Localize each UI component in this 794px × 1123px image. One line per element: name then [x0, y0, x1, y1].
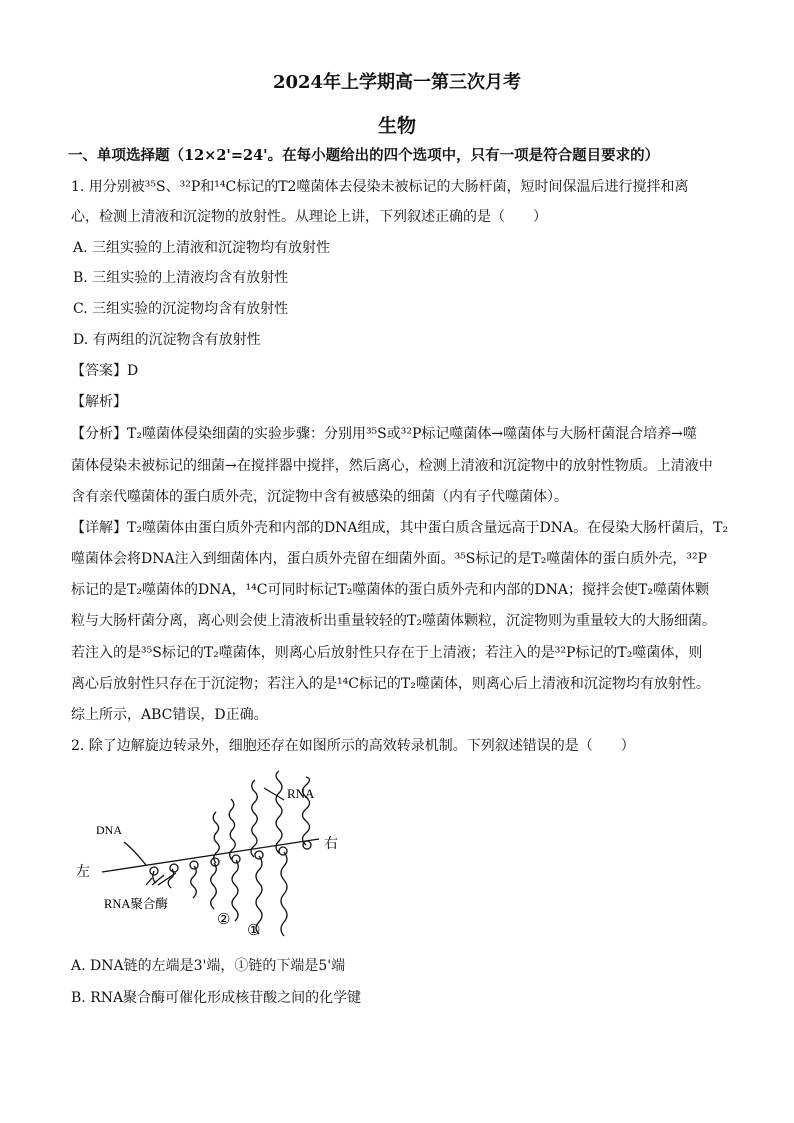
xiangjie-line-4: 粒与大肠杆菌分离，离心则会使上清液析出重量较轻的T₂噬菌体颗粒，沉淀物则为重量较大的大肠细菌。	[71, 613, 716, 629]
option-c: C. 三组实验的沉淀物均含有放射性	[73, 301, 289, 317]
xiangjie-line-6: 离心后放射性只存在于沉淀物；若注入的是¹⁴C标记的T₂噬菌体，则离心后上清液和沉淀物均有放射性。	[71, 676, 710, 692]
fenxi-line-2: 菌体侵染未被标记的细菌→在搅拌器中搅拌，然后离心，检测上清液和沉淀物中的放射性物质。上清液中	[71, 458, 713, 474]
analysis-tag: 【解析】	[71, 394, 127, 410]
question-1-stem: 1. 用分别被³⁵S、³²P和¹⁴C标记的T2噬菌体去侵染未被标记的大肠杆菌，短时间保温后进行搅拌和离	[71, 179, 689, 195]
transcription-diagram	[74, 768, 374, 948]
q2-option-b: B. RNA聚合酶可催化形成核苷酸之间的化学键	[71, 990, 362, 1006]
xiangjie-text: T₂噬菌体由蛋白质外壳和内部的DNA组成，其中蛋白质含量远高于DNA。在侵染大肠杆菌后，T₂	[127, 520, 729, 536]
answer-value: D	[127, 363, 139, 379]
fenxi-line-3: 含有亲代噬菌体的蛋白质外壳，沉淀物中含有被感染的细菌（内有子代噬菌体）。	[71, 489, 568, 505]
figure-label-left: 左	[76, 865, 90, 880]
figure-label-strand-2: ②	[217, 912, 231, 928]
xiangjie-line-3: 标记的是T₂噬菌体的DNA，¹⁴C可同时标记T₂噬菌体的蛋白质外壳和内部的DNA；搅拌会使T₂噬菌体颗	[71, 582, 709, 598]
figure-label-rna: RNA	[287, 786, 315, 801]
option-d: D. 有两组的沉淀物含有放射性	[73, 332, 261, 348]
fenxi-line-1	[71, 424, 697, 444]
figure-label-right: 右	[324, 837, 338, 852]
xiangjie-line-1	[71, 518, 728, 538]
figure-label-dna: DNA	[96, 823, 122, 837]
answer-line	[71, 361, 138, 381]
figure-label-strand-1: ①	[247, 923, 261, 939]
xiangjie-line-7: 综上所示，ABC错误，D正确。	[71, 707, 268, 723]
xiangjie-line-2: 噬菌体会将DNA注入到细菌体内，蛋白质外壳留在细菌外面。³⁵S标记的是T₂噬菌体的蛋白质外壳，³²P	[71, 551, 707, 567]
question-1-stem-cont: 心，检测上清液和沉淀物的放射性。从理论上讲，下列叙述正确的是（ ）	[71, 209, 547, 225]
xiangjie-line-5: 若注入的是³⁵S标记的T₂噬菌体，则离心后放射性只存在于上清液；若注入的是³²P标记的T₂噬菌体，则	[71, 645, 703, 661]
fenxi-text: T₂噬菌体侵染细菌的实验步骤：分别用³⁵S或³²P标记噬菌体→噬菌体与大肠杆菌混合培养→噬	[127, 426, 697, 442]
figure-label-polymerase: RNA聚合酶	[104, 897, 168, 911]
xiangjie-tag: 【详解】	[71, 520, 127, 536]
question-2-stem: 2. 除了边解旋边转录外，细胞还存在如图所示的高效转录机制。下列叙述错误的是（ ）	[71, 738, 635, 754]
option-b: B. 三组实验的上清液均含有放射性	[73, 270, 289, 286]
section-heading: 一、单项选择题（12×2'=24'。在每小题给出的四个选项中，只有一项是符合题目要求的）	[68, 147, 660, 164]
fenxi-tag: 【分析】	[71, 426, 127, 442]
option-a: A. 三组实验的上清液和沉淀物均有放射性	[73, 240, 331, 256]
page-subtitle: 生物	[377, 115, 416, 137]
answer-tag: 【答案】	[71, 363, 127, 379]
q2-option-a: A. DNA链的左端是3'端，①链的下端是5'端	[71, 958, 346, 974]
page-title: 2024年上学期高一第三次月考	[272, 72, 522, 93]
